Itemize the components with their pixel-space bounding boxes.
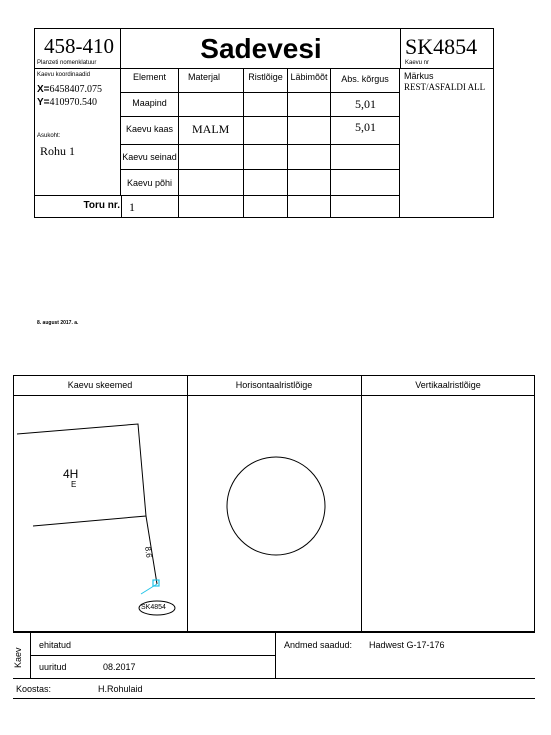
cell-material (179, 93, 244, 117)
footer-surveyed-value: 08.2017 (103, 662, 136, 672)
pipe-cell (331, 196, 400, 218)
sheet-number: 458-410 (44, 34, 114, 58)
cell-diameter (288, 170, 331, 196)
location-caption: Asukoht: (37, 133, 61, 139)
th-section: Ristlõige (244, 69, 288, 93)
coord-x (37, 84, 102, 95)
well-circle (227, 457, 325, 555)
plan-well-label: SK4854 (141, 604, 166, 611)
coord-x-label: X= (37, 84, 50, 95)
cell-section (244, 145, 288, 170)
cell-diameter (288, 117, 331, 145)
footer-top-line (13, 632, 535, 633)
row-label-maapind: Maapind (121, 93, 179, 117)
th-element: Element (121, 69, 179, 93)
cell-material (179, 170, 244, 196)
th-abs: Abs. kõrgus (331, 69, 400, 93)
plan-sketch (13, 396, 187, 632)
well-id: SK4854 (405, 34, 478, 59)
cell-material (179, 145, 244, 170)
th-material: Materjal (179, 69, 244, 93)
footer-side-label: Kaev (13, 647, 23, 668)
building-outline (17, 424, 146, 526)
well-id-box (400, 28, 494, 69)
footer-surveyed-label: uuritud (39, 662, 67, 672)
coord-y-label: Y= (37, 97, 50, 108)
cell-abs (331, 145, 400, 170)
row-label-kaevu-seinad: Kaevu seinad (121, 145, 179, 170)
location-value: Rohu 1 (40, 144, 76, 158)
sheet-caption: Planzeti nomenklatuur (37, 60, 97, 66)
plan-dimension: 8.6 (143, 546, 154, 559)
cell-section (244, 93, 288, 117)
footer-built-label: ehitatud (39, 640, 72, 650)
cell-diameter (288, 145, 331, 170)
footer-author-value: H.Rohulaid (98, 684, 143, 694)
pipe-label: Toru nr. (83, 200, 120, 211)
cell-section (244, 170, 288, 196)
pipe-cell (244, 196, 288, 218)
coords-caption: Kaevu koordinaadid (37, 72, 91, 78)
cell-abs (331, 170, 400, 196)
cell-abs: 5,01 (331, 117, 400, 145)
cell-diameter (288, 93, 331, 117)
plan-building-sub: E (71, 480, 77, 489)
coord-y-value: 410970.540 (49, 97, 98, 108)
well-id-caption: Kaevu nr (405, 60, 430, 66)
footer-source-label: Andmed saadud: (284, 640, 353, 650)
col-header-scheme: Kaevu skeemed (67, 380, 133, 390)
footer-last-line (13, 698, 535, 699)
cell-section (244, 117, 288, 145)
footer-divider (275, 632, 276, 678)
horizontal-section (187, 396, 361, 632)
row-label-kaevu-kaas: Kaevu kaas (121, 117, 179, 145)
th-diameter: Läbimõõt (288, 69, 331, 93)
pipe-value: 1 (121, 196, 179, 218)
remarks-value: REST/ASFALDI ALL (404, 82, 486, 92)
coord-y (37, 97, 97, 108)
cell-abs: 5,01 (331, 93, 400, 117)
drawings-divider-2 (361, 375, 362, 632)
footer-mid-line (30, 655, 275, 656)
footer-bottom-line (13, 678, 535, 679)
remarks-header: Märkus (404, 71, 434, 81)
page-title: Sadevesi (200, 33, 322, 64)
pipe-cell (288, 196, 331, 218)
footer-source-value: Hadwest G-17-176 (369, 640, 445, 650)
plan-building-label: 4H (63, 467, 79, 481)
col-header-horizontal: Horisontaalristlõige (235, 380, 313, 390)
remarks-panel (400, 69, 494, 218)
row-label-kaevu-pohi: Kaevu põhi (121, 170, 179, 196)
pipe-cell (179, 196, 244, 218)
coords-panel (34, 69, 121, 196)
cell-material: MALM (179, 117, 244, 145)
sheet-number-box (34, 28, 121, 69)
col-header-vertical: Vertikaalristlõige (415, 380, 481, 390)
date-note: 8. august 2017. a. (37, 320, 79, 326)
coord-x-value: 6458407.075 (49, 84, 103, 95)
footer-author-label: Koostas: (16, 684, 52, 694)
